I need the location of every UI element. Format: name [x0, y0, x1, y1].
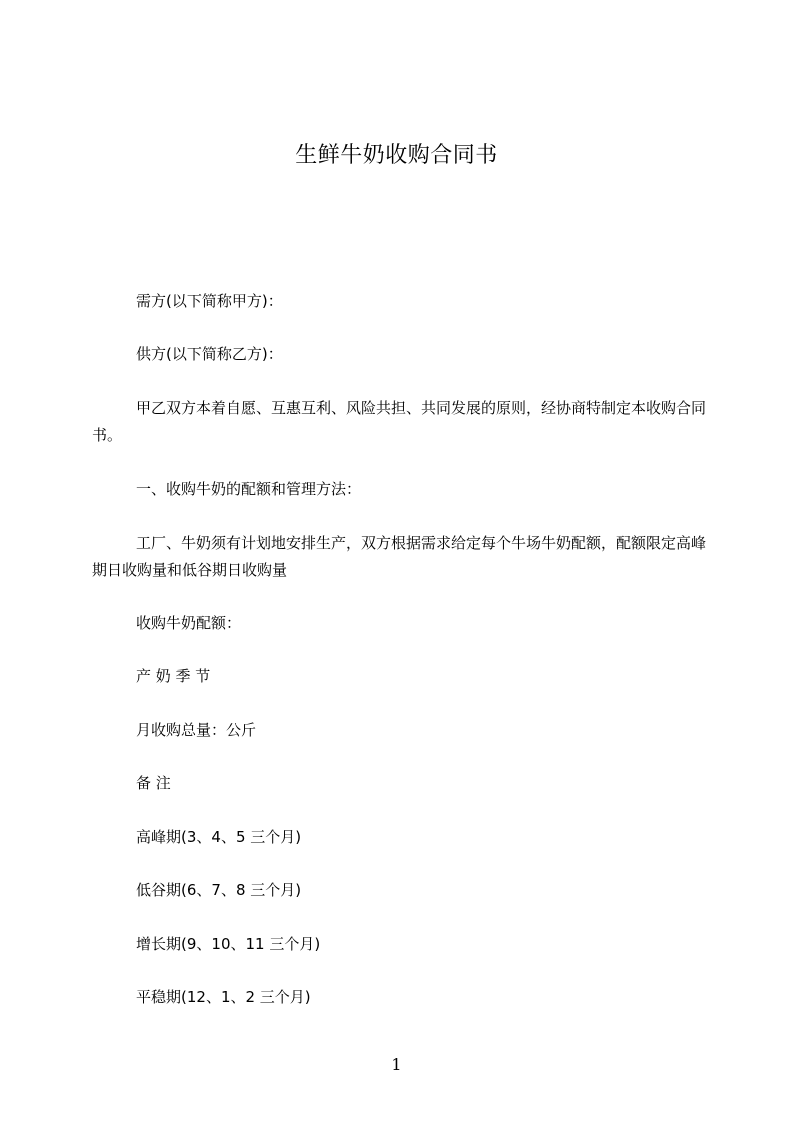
paragraph-remarks: 备 注	[136, 774, 171, 792]
paragraph-buyer: 需方(以下简称甲方)：	[136, 292, 283, 310]
paragraph-season-label: 产 奶 季 节	[136, 667, 211, 685]
section-heading-quota: 一、收购牛奶的配额和管理方法：	[136, 480, 362, 498]
page-number: 1	[391, 1055, 402, 1074]
paragraph-monthly-total: 月收购总量：公斤	[136, 721, 257, 739]
paragraph-seller: 供方(以下简称乙方)：	[136, 345, 283, 363]
paragraph-low-period: 低谷期(6、7、8 三个月)	[136, 881, 302, 899]
paragraph-quota-description: 工厂、牛奶须有计划地安排生产，双方根据需求给定每个牛场牛奶配额，配额限定高峰期日收购量和低谷期日收购量	[92, 534, 707, 579]
paragraph-stable-period: 平稳期(12、1、2 三个月)	[136, 988, 311, 1006]
paragraph-growth-period: 增长期(9、10、11 三个月)	[136, 935, 321, 953]
paragraph-principle: 甲乙双方本着自愿、互惠互利、风险共担、共同发展的原则，经协商特制定本收购合同书。	[92, 399, 707, 444]
paragraph-peak-period: 高峰期(3、4、5 三个月)	[136, 828, 302, 846]
document-title: 生鲜牛奶收购合同书	[295, 143, 498, 168]
paragraph-quota-label: 收购牛奶配额：	[136, 614, 242, 632]
